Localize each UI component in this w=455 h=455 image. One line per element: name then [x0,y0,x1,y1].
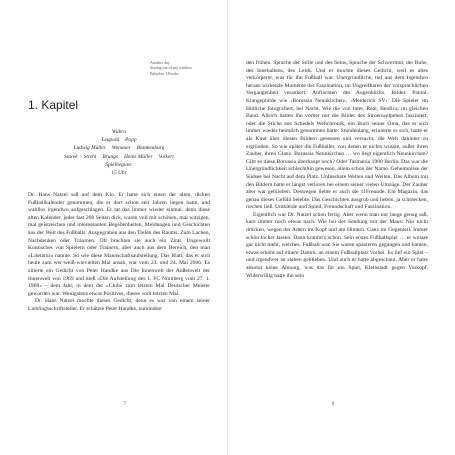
lineup-line [28,153,210,161]
epigraph-source: Babylon: I.Freaks [150,70,179,76]
paragraph: Dr. Hans Natzel mochte dieses Gedicht, denn es war von einem seiner Lieblingsschriftsteller. Er schätzte Peter Handke, zumindest [28,298,210,312]
epigraph [150,60,227,76]
player-name: Starek [64,153,78,160]
player-name: Blankenburg [136,145,165,152]
kickoff-time: 15 Uhr [111,170,127,177]
player-name: Wenauer [111,145,131,152]
paragraph: den frühen. Sprache der Stille und des Seins, Sprache der Schwermut, der Ruhe, des Innehaltens, des Leids. Und er mochte dieses Gedicht, weil es alles verkörperte, was für ihn Fußball war. Unergründliche, tief aus dem Irgendwo heraus wirkende Momente der Faszination, im Ungreifbaren der vorsprachlichen Vergangenheit verankert. Auflachten des Augenblicks. Bilder. Panini. Klangepbilde wie ›Borussia Neunkirchen‹, ›Meiderich SV‹. Die Spieler im Hutliche fotografiert, bei Nacht. Wie die von Inter, Real, Benfica, im gleichen Band. Allrich hatten ihn vorher nur die Bilder des Stroenwelpeters fasziniert, oder die Stiche aus Schedels Weltchronik, ein Buch seiner Oma, das er sich immer wieder heimlich genommen hatte. Stundenlang, erinnerte er sich, hatte er als Kind über diesen Bildern gesessen und versucht, die Welt dahinter zu ergründen. So wie später die Fußballer, von denen er nichts wusste, außer ihren Zauber, ihren Glanz. Borussia Neunkirchen … wo liegt eigentlich Neunkirchen? Gibt es diese Borussia überhaupt noch? Oder Tasmania 1900 Berlin. Das war die Unergründlichkeit schlechthin gewesen, allein schon der Name. Geheimnisse der Südsee bei Nacht auf dem Platz. Unfassbare Welten und Weiten. Das Album mit den Bildern hatte er längst verloren bei einem seiner vielen Umzüge. Der Zauber aber war geblieben. Deswegen liebte er auch die 11Freunde. Ein Magazin, das genau dieses Gefühl belebte. Das Geschichten ausgrub und lieben, ja schmecken, riechen ließ. Umkleide und Spind, Freundschaft und Faszination. [246,60,428,211]
page-number: 8 [331,401,335,407]
lineup-line [28,128,210,136]
lineup-line [28,144,210,152]
lineup-line [28,136,210,144]
epigraph-line: Staring out of my window [150,65,192,71]
player-name: Volkert [158,153,174,160]
player-name: Wabra [111,129,127,135]
paragraph: Eigentlich war Dr. Natzel schon fertig. Aber wenn man nur lange genug saß, kam immer noch etwas nach. Wie bei der Sendung mit der Maus: Nur nicht drücken, wegen der Adern im Kopf und am Hintern. Ganz im Gegenteil. Immer schön locker lassen. Dann kommt's schon. Sein erstes Fußballspiel … er wusste gar nicht mehr, welches. Fußball war. Sie waren spazieren gegangen und kamen, etwas erhöht auf einem Damm, an einem Fußballplatz vorbei. Es lief ein Spiel – und irgendwer ist stehen geblieben. Und auch er hatte abgeschaut. Aber er hatte absolut keine Ahnung, was das für ein Spiel, Kleinstadt gegen Vorkopf. Widerwillig hatte ihn sein [246,211,428,279]
kickoff-label: Spielbeginn: [105,161,133,168]
body-text [28,192,210,314]
player-name: Heinz Müller [123,153,153,160]
chapter-title: 1. Kapitel [28,98,79,112]
player-name: Ludwig Müller [73,145,106,152]
player-name: Strehl [83,153,97,160]
paragraph: Dr. Hans Natzel saß auf dem Klo. Er hatte sich einen der alten, dicken Fußballkalender genommen, die er dort schon seit Jahren liegen hatte, und wahllos irgendwo aufgeschlagen. Er tat das immer wieder einmal, denn diese alten Kalender, jeder fast 200 Seiten dick, waren voll mit schönen, mal witzigen, mal geistreichen und interessanten Begebenheiten, Meldungen und Geschichten aus der Welt des Fußballs. Ausgegraben aus den Tiefen des Raums. Zum Lachen, Nachdenken oder Träumen. Oft brachten sie auch ein Zitat. Ungewollt Komisches von Spielern oder Trainern, aber auch aus dem Bereich, den man »Literatur« nannte. So wie diese Mannschaftsaufstellung. Das Blatt, das er sich heute zum wer-weiß-wievielten Mal ansah, war vom 23. und 24. Mai 2006. Es zitierte ein Gedicht von Peter Handke aus Die Innenwelt der Außenwelt der Innenwelt von 1969 und hieß »Die Aufstellung des 1. FC Nürnberg vom 27. 1. 1968« – dem Jahr, in dem der »Club« zum letzten Mal Deutscher Meister geworden war. Wenigstens etwas Positives, dieses vom letzten Mal. [28,192,210,297]
player-name: Leupold [101,137,120,144]
epigraph-line: Another day [150,60,170,65]
page-number: 7 [123,401,127,407]
player-name: Popp [125,137,137,144]
lineup-line [28,161,210,169]
right-page [228,0,455,455]
body-text [246,60,428,280]
player-name: Brungs [102,153,118,160]
lineup-line [28,169,210,177]
team-lineup-poem [28,128,210,177]
left-page [0,0,227,455]
